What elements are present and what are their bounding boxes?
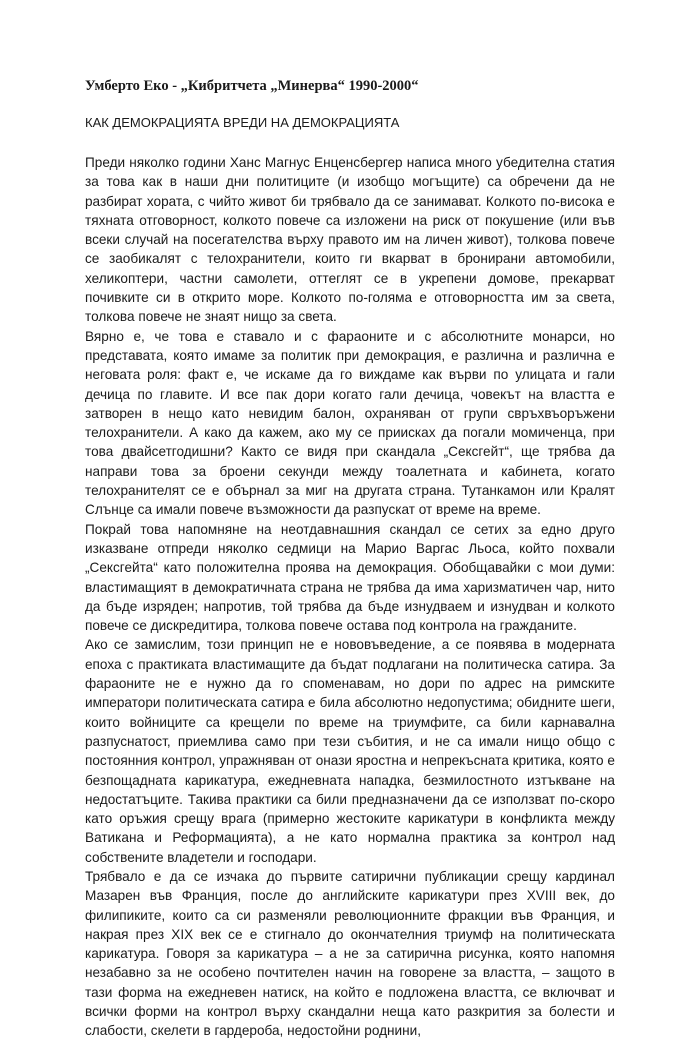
- article-body: [85, 153, 615, 1041]
- paragraph: Преди няколко години Ханс Магнус Енценсбергер написа много убедителна статия за това как в наши дни политиците (и изобщо могъщите) са обречени да не разбират хората, с чийто живот би трябвало да се занимават. Колкото по-висока е тяхната отговорност, колкото повече са изложени на риск от покушение (или във всеки случай на посегателства върху правото им на личен живот), толкова повече се заобикалят с телохранители, които ги вкарват в бронирани автомобили, хеликоптери, частни самолети, оттеглят се в укрепени домове, прекарват почивките си в открито море. Колкото по-голяма е отговорността им за света, толкова повече не знаят нищо за света.: [85, 155, 615, 325]
- document-title: Умберто Еко - „Кибритчета „Минерва“ 1990-2000“: [85, 78, 419, 94]
- document-page: [85, 76, 615, 1041]
- article-heading: КАК ДЕМОКРАЦИЯТА ВРЕДИ НА ДЕМОКРАЦИЯТА: [85, 115, 400, 130]
- paragraph: Трябвало е да се изчака до първите сатирични публикации срещу кардинал Мазарен във Франция, после до английските карикатури през XVIII век, до филипиките, които са си разменяли революционните фракции във Франция, и накрая през XIX век се е стигнало до окончателния триумф на политическата карикатура. Говоря за карикатура – а не за сатирична рисунка, която напомня незабавно за не особено почтителен начин на говорене за властта, – защото в тази форма на ежедневен натиск, на който е подложена властта, се включват и всички форми на контрол върху скандални неща като разкрития за болести и слабости, скелети в гардероба, недостойни роднини,: [85, 868, 615, 1039]
- paragraph: Ако се замислим, този принцип не е нововъведение, а се появява в модерната епоха с практиката властимащите да бъдат подлагани на политическа сатира. За фараоните не е нужно да го споменавам, но дори по адрес на римските императори политическата сатира е била абсолютно недопустима; обидните шеги, които войниците са крещели по време на триумфите, са били карнавална разпуснатост, приемлива само при тези събития, и не са имали нищо общо с постоянния контрол, упражняван от онази яростна и непрекъсната критика, която е безпощадната карикатура, ежедневната нападка, безмилостното изтъкване на недостатъците. Такива практики са били предназначени да се използват по-скоро като оръжия срещу врага (примерно жестоките карикатури в конфликта между Ватикана и Реформацията), а не като нормална практика за контрол над собствените владетели и господари.: [85, 637, 615, 865]
- paragraph: Покрай това напомняне на неотдавнашния скандал се сетих за едно друго изказване отпреди няколко седмици на Марио Варгас Льоса, който похвали „Сексгейта“ като положителна проява на демокрация. Обобщавайки с мои думи: властимащият в демократичната страна не трябва да има харизматичен чар, нито да бъде изряден; напротив, той трябва да бъде изнудваем и изнудван и колкото повече се дискредитира, толкова повече остава под контрола на гражданите.: [85, 521, 615, 634]
- paragraph: Вярно е, че това е ставало и с фараоните и с абсолютните монарси, но представата, която имаме за политик при демокрация, е различна и различна е неговата роля: факт е, че искаме да го виждаме как върви по улицата и гали дечица по главите. И все пак дори когато гали дечица, човекът на властта е затворен в нещо като невидим балон, охраняван от групи свръхвъоръжени телохранители. А како да кажем, ако му се приисках да погали момиченца, при това двайсетгодишни? Както се видя при скандала „Сексгейт“, ще трябва да направи това за броени секунди между тоалетната и кабинета, когато телохранителят се е обърнал за миг на другата страна. Тутанкамон или Кралят Слънце са имали повече възможности да разпускат от време на време.: [85, 328, 615, 518]
